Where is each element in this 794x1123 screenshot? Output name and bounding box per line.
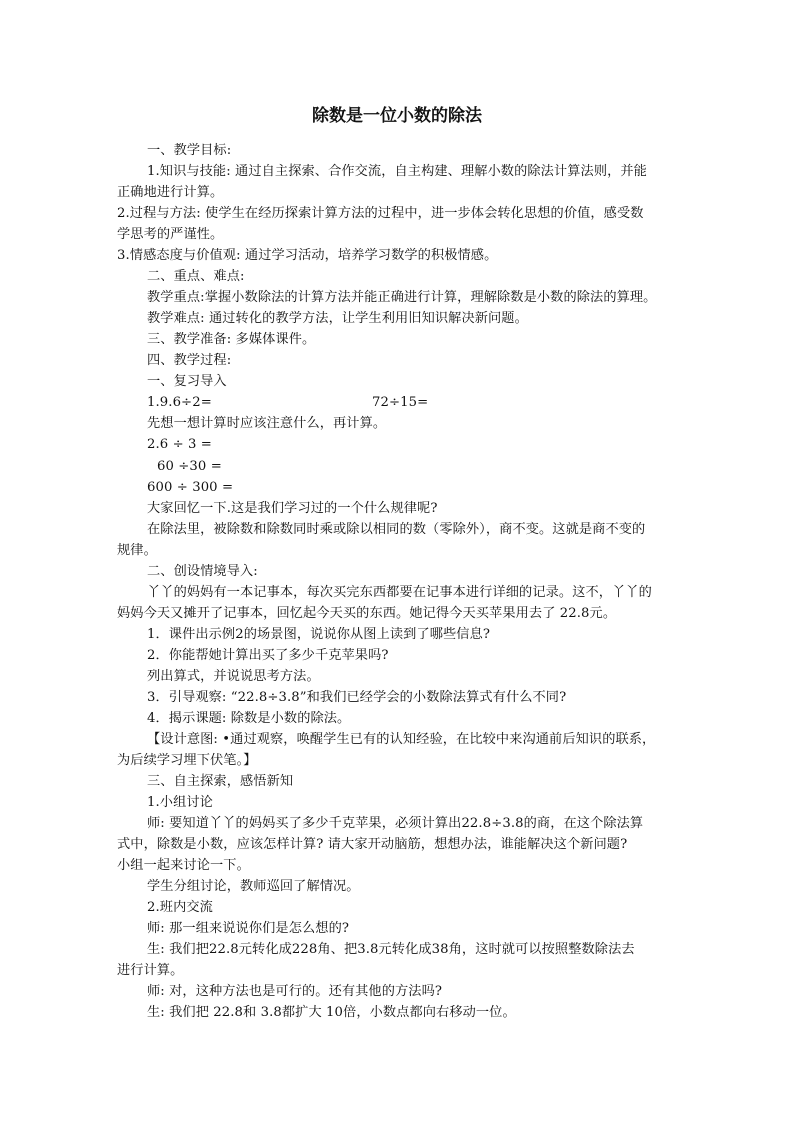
section-heading: 一、教学目标: [147, 143, 232, 158]
section-heading: 二、重点、难点: [147, 269, 245, 284]
paragraph-line: 妈妈今天又摊开了记事本，回忆起今天买的东西。她记得今天买苹果用去了 22.8元。 [117, 606, 617, 621]
paragraph-line: 师: 那一组来说说你们是怎么想的? [147, 921, 350, 936]
paragraph-line: 式中，除数是小数，应该怎样计算? 请大家开动脑筋，想想办法，谁能解决这个新问题? [117, 837, 628, 852]
section-heading: 四、教学过程: [147, 353, 232, 368]
paragraph-line: 学思考的严谨性。 [117, 227, 224, 242]
paragraph-line: 1.知识与技能: 通过自主探索、合作交流，自主构建、理解小数的除法计算法则，并能 [147, 164, 647, 179]
section-heading: 二、创设情境导入: [147, 564, 258, 579]
paragraph-line: 教学重点:掌握小数除法的计算方法并能正确进行计算，理解除数是小数的除法的算理。 [147, 290, 657, 305]
paragraph-line: 2．你能帮她计算出买了多少千克苹果吗? [147, 648, 389, 663]
paragraph-line: 进行计算。 [117, 963, 184, 978]
paragraph-line: 师: 要知道丫丫的妈妈买了多少千克苹果，必须计算出22.8÷3.8的商，在这个除法算 [147, 816, 644, 831]
subsection-heading: 一、复习导入 [147, 374, 227, 389]
design-note-line: 为后续学习埋下伏笔。】 [117, 753, 257, 768]
section-heading: 三、自主探索，感悟新知 [147, 774, 294, 789]
paragraph-line: 列出算式，并说说思考方法。 [147, 669, 320, 684]
paragraph-line: 教学难点: 通过转化的教学方法，让学生利用旧知识解决新问题。 [147, 311, 528, 326]
paragraph-line: 1．课件出示例2的场景图，说说你从图上读到了哪些信息? [147, 627, 491, 642]
paragraph-line: 4．揭示课题: 除数是小数的除法。 [147, 711, 351, 726]
paragraph-line: 在除法里，被除数和除数同时乘或除以相同的数（零除外），商不变。这就是商不变的 [147, 522, 646, 537]
document-title: 除数是一位小数的除法 [312, 106, 482, 126]
subsection-heading: 1.小组讨论 [147, 795, 213, 810]
paragraph-line: 小组一起来讨论一下。 [117, 858, 250, 873]
review-problem-left: 1.9.6÷2= [147, 395, 212, 410]
math-line: 600 ÷ 300 = [147, 480, 234, 495]
paragraph-line: 学生分组讨论，教师巡回了解情况。 [147, 879, 360, 894]
paragraph-line: 先想一想计算时应该注意什么，再计算。 [147, 416, 387, 431]
paragraph-line: 师: 对，这种方法也是可行的。还有其他的方法吗? [147, 984, 443, 999]
subsection-heading: 2.班内交流 [147, 900, 213, 915]
review-problem-right: 72÷15= [372, 395, 429, 410]
math-line: 60 ÷30 = [157, 459, 222, 474]
paragraph-line: 大家回忆一下.这是我们学习过的一个什么规律呢? [147, 501, 438, 516]
paragraph-line: 3.情感态度与价值观: 通过学习活动，培养学习数学的积极情感。 [117, 248, 498, 263]
paragraph-line: 正确地进行计算。 [117, 185, 224, 200]
section-heading: 三、教学准备: 多媒体课件。 [147, 332, 316, 347]
paragraph-line: 3．引导观察: “22.8÷3.8”和我们已经学会的小数除法算式有什么不同? [147, 690, 567, 705]
paragraph-line: 生: 我们把22.8元转化成228角、把3.8元转化成38角，这时就可以按照整数除法去 [147, 942, 635, 957]
math-line: 2.6 ÷ 3 = [147, 437, 212, 452]
paragraph-line: 规律。 [117, 543, 157, 558]
paragraph-line: 丫丫的妈妈有一本记事本，每次买完东西都要在记事本进行详细的记录。这不，丫丫的 [147, 585, 652, 600]
paragraph-line: 2.过程与方法: 使学生在经历探索计算方法的过程中，进一步体会转化思想的价值，感受数 [117, 206, 644, 221]
paragraph-line: 生: 我们把 22.8和 3.8都扩大 10倍，小数点都向右移动一位。 [147, 1005, 516, 1020]
design-note-line: 【设计意图: •通过观察，唤醒学生已有的认知经验，在比较中来沟通前后知识的联系， [147, 732, 656, 747]
